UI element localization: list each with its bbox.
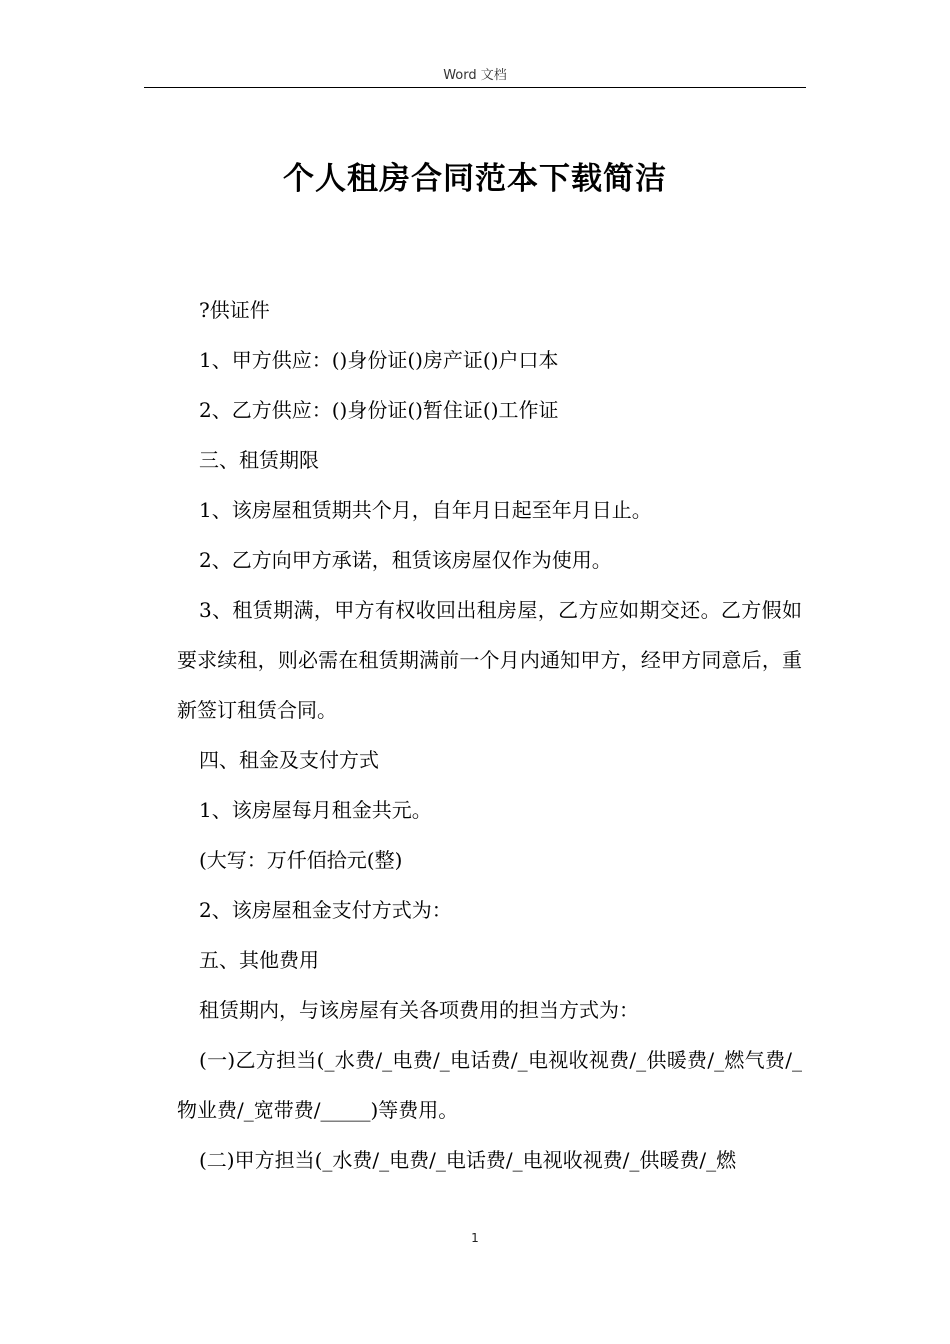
paragraph-party-b-fees: (一)乙方担当(_水费/_电费/_电话费/_电视收视费/_供暖费/_燃气费/_物业费/_宽带费/_____)等费用。 <box>177 1048 802 1122</box>
paragraph-usage-commitment: 2、乙方向甲方承诺，租赁该房屋仅作为使用。 <box>199 548 612 572</box>
paragraph-party-a-documents: 1、甲方供应：()身份证()房产证()户口本 <box>199 348 559 372</box>
paragraph-rent-in-words: (大写：万仟佰拾元(整) <box>199 848 403 872</box>
paragraph-party-a-fees: (二)甲方担当(_水费/_电费/_电话费/_电视收视费/_供暖费/_燃 <box>199 1148 737 1172</box>
paragraph-lease-duration: 1、该房屋租赁期共个月，自年月日起至年月日止。 <box>199 498 652 522</box>
header-divider <box>144 87 806 88</box>
paragraph-monthly-rent: 1、该房屋每月租金共元。 <box>199 798 432 822</box>
paragraph-lease-expiry: 3、租赁期满，甲方有权收回出租房屋，乙方应如期交还。乙方假如要求续租，则必需在租赁期满前一个月内通知甲方，经甲方同意后，重新签订租赁合同。 <box>177 598 802 722</box>
page-number: 1 <box>471 1231 479 1245</box>
document-title: 个人租房合同范本下载简洁 <box>283 161 667 197</box>
section-heading-rent-payment: 四、租金及支付方式 <box>199 748 379 772</box>
section-heading-lease-term: 三、租赁期限 <box>199 448 319 472</box>
paragraph-certificates-heading: ?供证件 <box>199 298 270 322</box>
paragraph-payment-method: 2、该房屋租金支付方式为： <box>199 898 452 922</box>
paragraph-fee-allocation: 租赁期内，与该房屋有关各项费用的担当方式为： <box>199 998 639 1022</box>
section-heading-other-fees: 五、其他费用 <box>199 948 319 972</box>
document-header-label: Word 文档 <box>443 68 507 83</box>
document-body <box>177 285 802 1185</box>
paragraph-party-b-documents: 2、乙方供应：()身份证()暂住证()工作证 <box>199 398 559 422</box>
